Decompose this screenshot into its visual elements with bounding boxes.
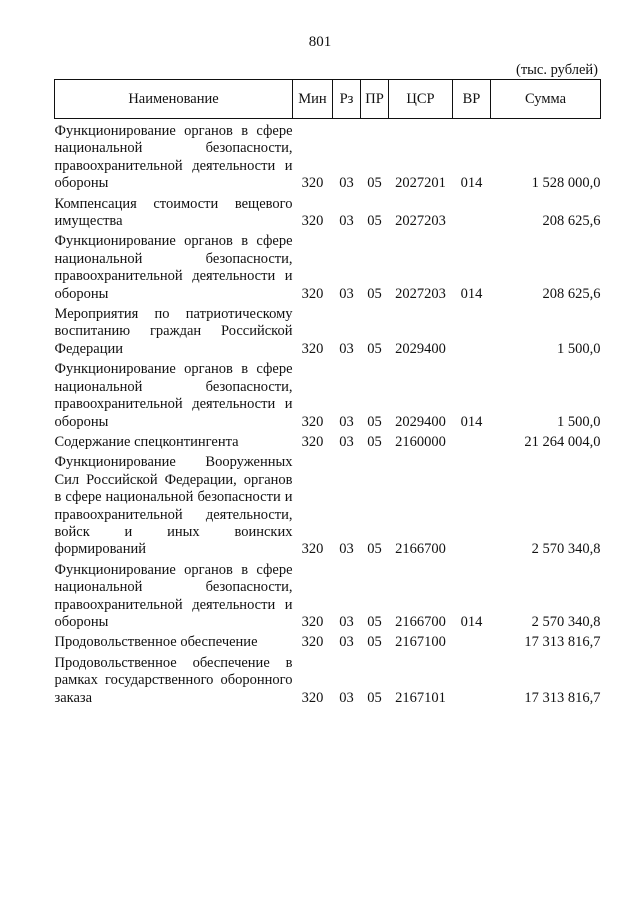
- row-rz: 03: [339, 285, 354, 302]
- row-csr: 2027203: [395, 285, 446, 302]
- row-rz: 03: [339, 613, 354, 630]
- header-rz: Рз: [333, 80, 361, 119]
- row-rz: 03: [339, 541, 354, 558]
- row-pr: 05: [367, 213, 382, 230]
- row-sum: 1 500,0: [557, 340, 601, 357]
- row-min: 320: [301, 340, 324, 357]
- row-vr: [453, 434, 491, 454]
- row-min: 320: [301, 213, 324, 230]
- row-rz: 03: [339, 689, 354, 706]
- row-min: 320: [301, 689, 324, 706]
- row-sum: 21 264 004,0: [524, 433, 601, 450]
- row-name: Продовольственное обеспечение в рамках государственного оборонного заказа: [54, 654, 293, 706]
- row-csr: 2027203: [395, 213, 446, 230]
- row-name: Функционирование Вооруженных Сил Российской Федерации, органов в сфере национальной безопасности и правоохранительной деятельности, войск и иных воинских формирований: [54, 454, 293, 558]
- row-sum: 2 570 340,8: [531, 541, 601, 558]
- row-min: 320: [301, 613, 324, 630]
- row-vr: [453, 655, 491, 710]
- header-min: Мин: [293, 80, 333, 119]
- row-vr: 014: [460, 413, 483, 430]
- table-row: [55, 634, 601, 654]
- row-pr: 05: [367, 175, 382, 192]
- row-sum: 208 625,6: [542, 213, 601, 230]
- table-row: [55, 434, 601, 454]
- row-sum: 1 500,0: [557, 413, 601, 430]
- row-pr: 05: [367, 613, 382, 630]
- table-row: [55, 233, 601, 306]
- row-rz: 03: [339, 413, 354, 430]
- row-csr: 2027201: [395, 175, 446, 192]
- row-name: Функционирование органов в сфере национальной безопасности, правоохранительной деятельности и обороны: [54, 561, 293, 630]
- row-pr: 05: [367, 541, 382, 558]
- row-min: 320: [301, 413, 324, 430]
- header-csr: ЦСР: [389, 80, 453, 119]
- row-name: Компенсация стоимости вещевого имущества: [54, 195, 293, 230]
- table-row: [55, 119, 601, 196]
- row-name: Продовольственное обеспечение: [54, 634, 258, 651]
- row-vr: [453, 634, 491, 654]
- row-name: Функционирование органов в сфере национальной безопасности, правоохранительной деятельности и обороны: [54, 123, 293, 192]
- row-name: Содержание спецконтингента: [54, 433, 239, 450]
- row-sum: 2 570 340,8: [531, 613, 601, 630]
- row-csr: 2029400: [395, 413, 446, 430]
- budget-table: [54, 79, 601, 710]
- row-csr: 2166700: [395, 541, 446, 558]
- table-header-row: [55, 80, 601, 119]
- header-vr: ВР: [453, 80, 491, 119]
- row-csr: 2167101: [395, 689, 446, 706]
- header-sum: Сумма: [491, 80, 601, 119]
- row-vr: [453, 454, 491, 561]
- row-csr: 2167100: [395, 634, 446, 651]
- row-min: 320: [301, 541, 324, 558]
- row-pr: 05: [367, 689, 382, 706]
- header-pr: ПР: [361, 80, 389, 119]
- row-sum: 17 313 816,7: [524, 634, 601, 651]
- row-pr: 05: [367, 634, 382, 651]
- row-sum: 1 528 000,0: [531, 175, 601, 192]
- row-min: 320: [301, 634, 324, 651]
- table-row: [55, 655, 601, 710]
- row-rz: 03: [339, 340, 354, 357]
- table-row: [55, 454, 601, 561]
- row-pr: 05: [367, 433, 382, 450]
- row-sum: 17 313 816,7: [524, 689, 601, 706]
- table-row: [55, 306, 601, 361]
- row-rz: 03: [339, 175, 354, 192]
- row-rz: 03: [339, 433, 354, 450]
- row-rz: 03: [339, 213, 354, 230]
- row-vr: 014: [460, 285, 483, 302]
- table-row: [55, 361, 601, 434]
- row-name: Мероприятия по патриотическому воспитанию граждан Российской Федерации: [54, 306, 293, 357]
- row-pr: 05: [367, 340, 382, 357]
- row-csr: 2166700: [395, 613, 446, 630]
- row-name: Функционирование органов в сфере национальной безопасности, правоохранительной деятельности и обороны: [54, 361, 293, 430]
- row-min: 320: [301, 433, 324, 450]
- row-sum: 208 625,6: [542, 285, 601, 302]
- row-vr: [453, 196, 491, 234]
- units-label: (тыс. рублей): [516, 62, 598, 78]
- table-row: [55, 562, 601, 635]
- row-min: 320: [301, 285, 324, 302]
- row-min: 320: [301, 175, 324, 192]
- header-name: Наименование: [55, 80, 293, 119]
- row-name: Функционирование органов в сфере национальной безопасности, правоохранительной деятельности и обороны: [54, 233, 293, 302]
- row-rz: 03: [339, 634, 354, 651]
- page-number: 801: [308, 34, 332, 50]
- row-vr: [453, 306, 491, 361]
- row-pr: 05: [367, 413, 382, 430]
- row-vr: 014: [460, 175, 483, 192]
- row-pr: 05: [367, 285, 382, 302]
- row-csr: 2160000: [395, 433, 446, 450]
- row-vr: 014: [460, 613, 483, 630]
- table-row: [55, 196, 601, 234]
- row-csr: 2029400: [395, 340, 446, 357]
